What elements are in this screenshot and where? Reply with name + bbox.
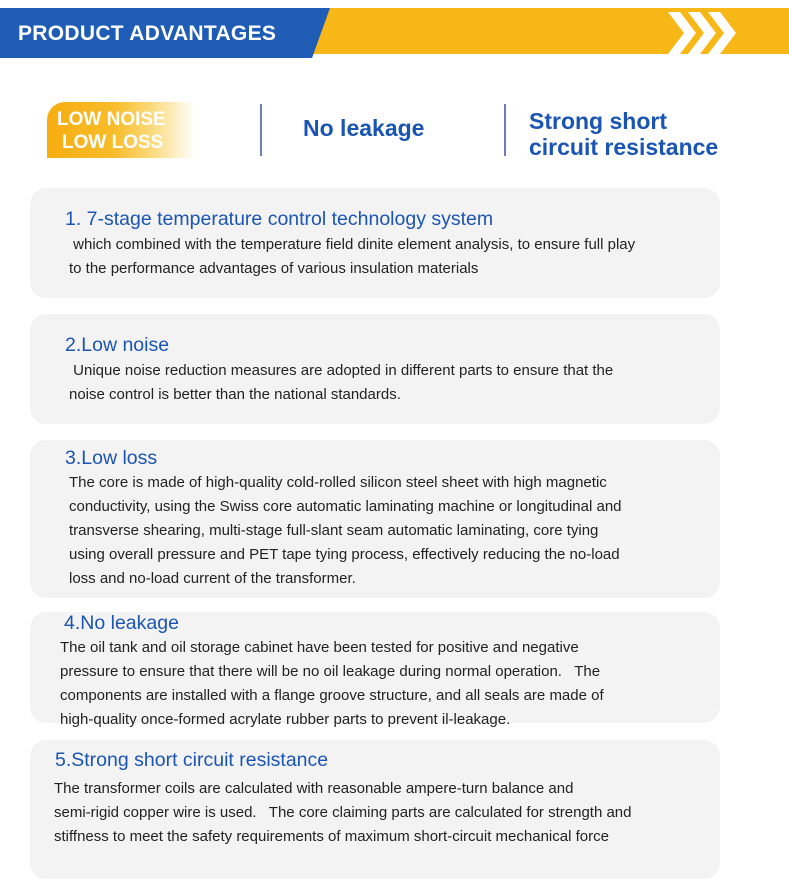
card-line: transverse shearing, multi-stage full-slant seam automatic laminating, core tying — [69, 522, 599, 539]
badge-line-1: LOW NOISE — [57, 109, 166, 130]
divider — [504, 104, 506, 156]
card-line: pressure to ensure that there will be no oil leakage during normal operation. The — [60, 663, 601, 680]
strong-short-label-line-1: Strong short — [529, 108, 667, 134]
no-leakage-label: No leakage — [303, 115, 425, 141]
badge-line-2: LOW LOSS — [62, 132, 164, 153]
card-title: 5.Strong short circuit resistance — [55, 749, 329, 771]
card-line: which combined with the temperature field dinite element analysis, to ensure full play — [69, 236, 636, 253]
header-banner — [0, 0, 789, 70]
card-body — [60, 636, 710, 732]
card-line: semi-rigid copper wire is used. The core claiming parts are calculated for strength and — [54, 804, 632, 821]
advantage-card-3 — [30, 440, 720, 598]
card-line: The transformer coils are calculated with reasonable ampere-turn balance and — [54, 780, 574, 797]
card-body — [69, 471, 719, 591]
card-body — [54, 777, 714, 849]
advantage-card-4 — [30, 612, 720, 728]
card-title: 2.Low noise — [65, 334, 170, 356]
card-line: The oil tank and oil storage cabinet have been tested for positive and negative — [60, 639, 579, 656]
chevron-right-icon — [668, 12, 738, 54]
divider — [260, 104, 262, 156]
card-body — [69, 233, 719, 281]
card-line: stiffness to meet the safety requirements of maximum short-circuit mechanical force — [54, 828, 609, 845]
card-title: 3.Low loss — [65, 447, 158, 469]
advantage-card-2 — [30, 314, 720, 424]
feature-strip — [0, 96, 789, 166]
card-line: components are installed with a flange groove structure, and all seals are made of — [60, 687, 604, 704]
card-line: high-quality once-formed acrylate rubber parts to prevent il-leakage. — [60, 711, 511, 728]
card-title: 1. 7-stage temperature control technology system — [65, 208, 494, 230]
card-title: 4.No leakage — [64, 612, 179, 634]
card-body — [69, 359, 719, 407]
card-line: loss and no-load current of the transformer. — [69, 570, 356, 587]
banner-title: PRODUCT ADVANTAGES — [18, 22, 277, 45]
card-line: Unique noise reduction measures are adopted in different parts to ensure that the — [69, 362, 614, 379]
strong-short-label-line-2: circuit resistance — [529, 134, 719, 160]
low-noise-low-loss-badge — [47, 102, 195, 158]
card-line: using overall pressure and PET tape tying process, effectively reducing the no-load — [69, 546, 620, 563]
card-line: to the performance advantages of various insulation materials — [69, 260, 479, 277]
advantage-card-5 — [30, 740, 720, 879]
card-line: conductivity, using the Swiss core automatic laminating machine or longitudinal and — [69, 498, 622, 515]
card-line: noise control is better than the national standards. — [69, 386, 401, 403]
card-line: The core is made of high-quality cold-rolled silicon steel sheet with high magnetic — [69, 474, 607, 491]
advantage-card-1 — [30, 188, 720, 298]
